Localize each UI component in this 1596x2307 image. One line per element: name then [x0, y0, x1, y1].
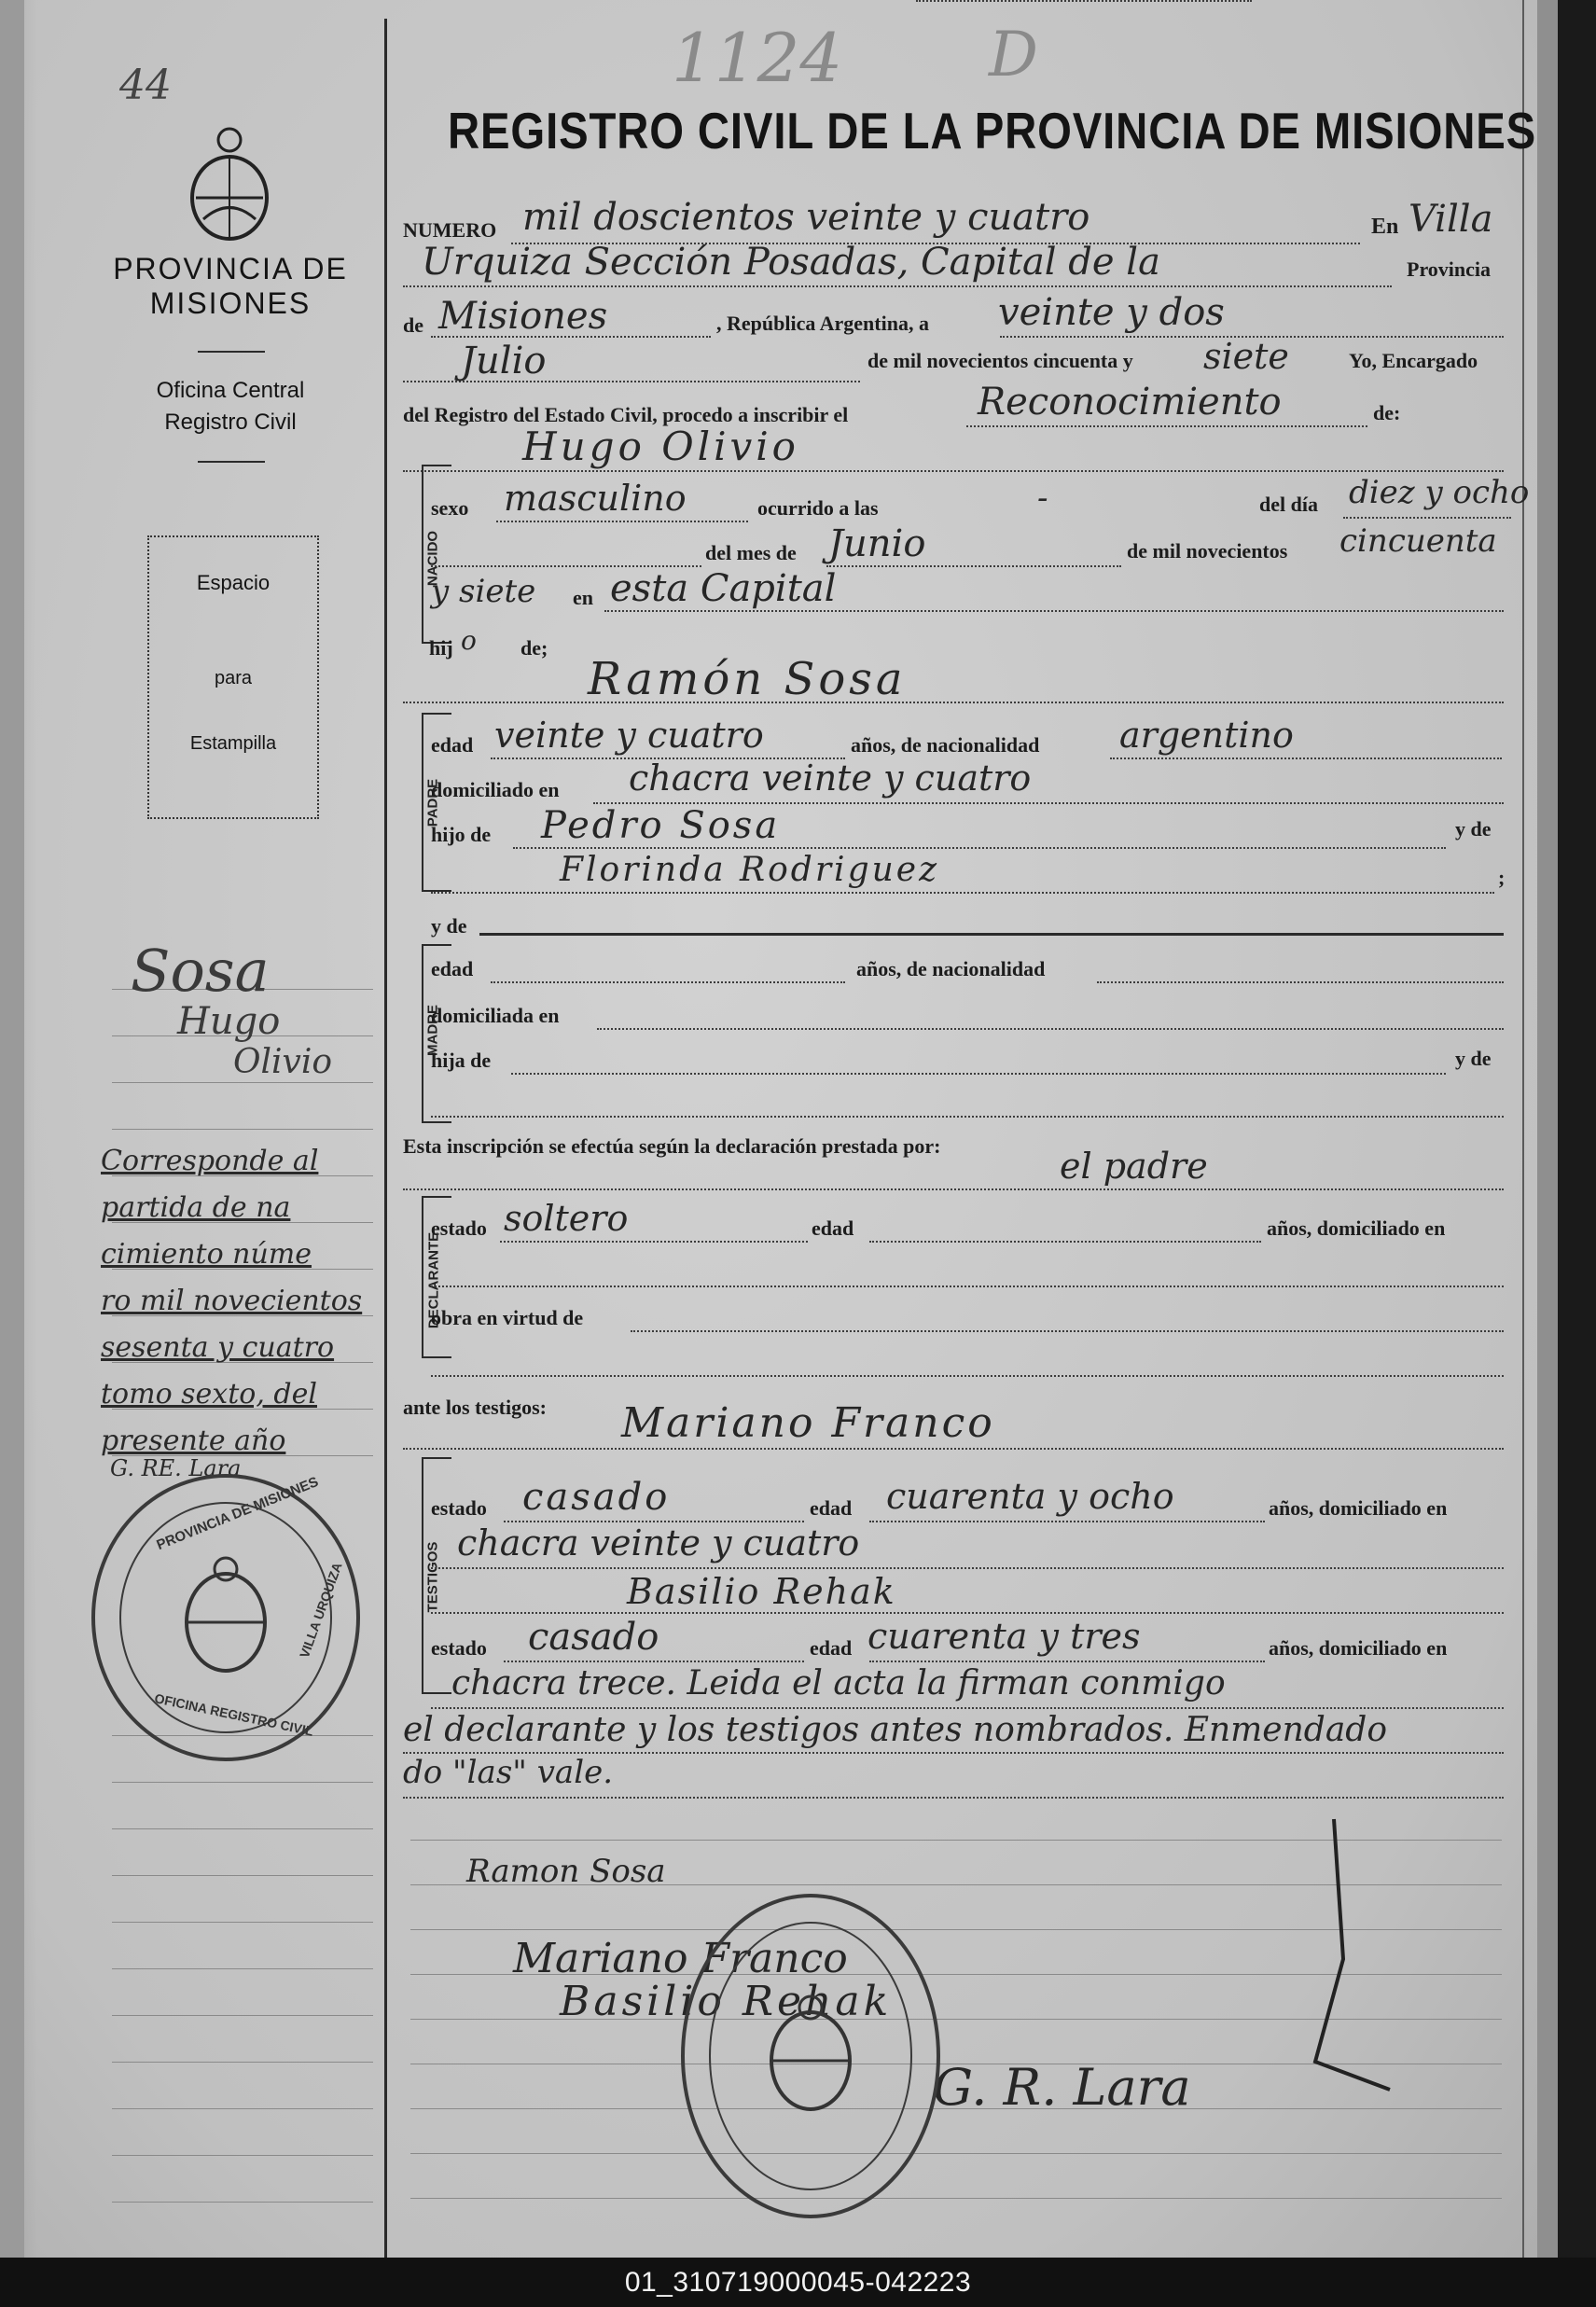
- signature-officer: G. R. Lara: [933, 2058, 1191, 2117]
- numero-label: NUMERO: [403, 218, 497, 242]
- margin-line: [112, 2062, 373, 2063]
- margin-line: [112, 2015, 373, 2016]
- de-value: Misiones: [438, 295, 608, 338]
- t2-estado-label: estado: [431, 1636, 487, 1660]
- lugar-value: esta Capital: [610, 567, 837, 610]
- de2-label: de:: [1373, 401, 1401, 424]
- mes-label: del mes de: [705, 541, 797, 564]
- coat-of-arms-icon: [183, 121, 276, 243]
- padre-dom-value: chacra veinte y cuatro: [629, 757, 1032, 799]
- fill-line: [1110, 757, 1502, 759]
- madre-section-label: MADRE: [424, 1005, 441, 1056]
- anio-value: siete: [1203, 336, 1289, 377]
- fill-line: [826, 565, 1121, 567]
- office-divider: [198, 461, 265, 463]
- fill-line: [504, 1661, 804, 1662]
- office-line-1: Oficina Central: [156, 378, 305, 403]
- fill-line: [403, 1448, 1504, 1450]
- testigos-section-label: TESTIGOS: [424, 1541, 441, 1613]
- t1-estado-value: casado: [522, 1476, 671, 1519]
- acto-value: Reconocimiento: [978, 381, 1282, 424]
- fill-line: [403, 470, 1504, 472]
- margin-note-line: ro mil novecientos: [101, 1285, 363, 1317]
- testigo-1-nombre: Mariano Franco: [621, 1399, 995, 1447]
- hijo-de-label: de;: [520, 636, 548, 660]
- sexo-label: sexo: [431, 496, 469, 520]
- fill-line: [1097, 981, 1504, 983]
- decl-estado-value: soltero: [504, 1198, 629, 1239]
- nacido-anio2-value: y siete: [431, 573, 536, 610]
- registro-label: del Registro del Estado Civil, procedo a inscribir el: [403, 403, 849, 426]
- t1-edad-value: cuarenta y ocho: [886, 1476, 1174, 1517]
- province-line-2: MISIONES: [149, 286, 312, 320]
- padre-nombre-value: Ramón Sosa: [588, 653, 907, 705]
- madre-yde-label: y de: [431, 914, 467, 938]
- margin-line: [112, 1828, 373, 1829]
- nacido-mes-value: Junio: [828, 522, 926, 565]
- padre-dom-label: domiciliado en: [431, 778, 560, 801]
- fill-line: [966, 425, 1367, 427]
- margin-note-line: Corresponde al: [101, 1145, 319, 1177]
- margin-line: [112, 1129, 373, 1130]
- padre-edad-label: edad: [431, 733, 474, 757]
- hijo-suffix: o: [461, 625, 477, 656]
- decl-estado-label: estado: [431, 1216, 487, 1240]
- margin-line: [112, 2155, 373, 2156]
- fecha-value: veinte y dos: [998, 291, 1225, 334]
- fill-line: [511, 1073, 1446, 1075]
- margin-given-2: Olivio: [233, 1043, 333, 1081]
- margin-line: [112, 1922, 373, 1923]
- seal-text-right: VILLA URQUIZA: [296, 1560, 345, 1661]
- lugar-line-2: Urquiza Sección Posadas, Capital de la: [422, 241, 1160, 284]
- fill-line: [631, 1330, 1504, 1332]
- decl-edad-label: edad: [812, 1216, 854, 1240]
- nacido-section-label: NACIDO: [424, 530, 441, 587]
- signature-flourish-icon: [1250, 1810, 1418, 2108]
- t1-estado-label: estado: [431, 1496, 487, 1520]
- seal-emblem-icon: [174, 1552, 277, 1683]
- testigos-intro: ante los testigos:: [403, 1396, 547, 1419]
- registry-seal-left: [91, 1474, 360, 1761]
- anio-label: de mil novecientos cincuenta y: [867, 349, 1133, 372]
- folio-suffix: D: [989, 19, 1038, 90]
- page-spine-shadow: [0, 0, 24, 2258]
- fill-line: [513, 847, 1446, 849]
- fill-line: [403, 285, 1392, 287]
- province-heading: [95, 252, 366, 321]
- margin-note-line: tomo sexto, del: [101, 1378, 317, 1411]
- madre-top-rule: [479, 933, 1504, 936]
- margin-note-line: partida de na: [101, 1191, 291, 1224]
- fill-line: [597, 1028, 1504, 1030]
- yo-label: Yo, Encargado: [1349, 349, 1478, 372]
- heading-divider: [198, 351, 265, 353]
- hora-value: -: [1037, 479, 1048, 517]
- dia-value: diez y ocho: [1349, 474, 1530, 511]
- dia-label: del día: [1259, 493, 1318, 516]
- provincia-label: Provincia: [1407, 257, 1492, 281]
- numero-value: mil doscientos veinte y cuatro: [522, 196, 1090, 239]
- fill-line: [604, 610, 1504, 612]
- margin-initials: G. RE. Lara: [110, 1455, 242, 1481]
- margin-note: [101, 1138, 362, 1465]
- seal-text-bottom: OFICINA REGISTRO CIVIL: [153, 1690, 315, 1739]
- nacido-anio-value: cincuenta: [1339, 522, 1497, 560]
- signature-father: Ramon Sosa: [466, 1853, 666, 1890]
- signature-line: [410, 2153, 1502, 2154]
- padre-semicolon: ;: [1498, 866, 1506, 889]
- fill-line: [431, 1567, 1504, 1569]
- madre-hija-label: hija de: [431, 1049, 492, 1072]
- madre-dom-label: domiciliada en: [431, 1004, 560, 1027]
- margin-line: [112, 1082, 373, 1083]
- signature-witness-2: Basilio Rehak: [560, 1978, 893, 2025]
- margin-line: [112, 1782, 373, 1783]
- fill-line: [869, 1661, 1265, 1662]
- seal-bottom-emblem-icon: [759, 1991, 862, 2121]
- province-line-1: PROVINCIA DE: [113, 252, 348, 285]
- margin-line: [112, 2202, 373, 2203]
- signature-witness-1: Mariano Franco: [513, 1935, 848, 1982]
- padre-nac-label: años, de nacionalidad: [851, 733, 1040, 757]
- margin-note-line: cimiento núme: [101, 1238, 312, 1271]
- page-title: REGISTRO CIVIL DE LA PROVINCIA DE MISIONES: [448, 102, 1537, 160]
- page-right-edge: [1537, 0, 1558, 2258]
- madre-edad-label: edad: [431, 957, 474, 980]
- fill-line: [491, 981, 845, 983]
- t2-dom-value: chacra trece. Leida el acta la firman conmigo: [451, 1664, 1226, 1702]
- margin-given-1: Hugo: [177, 1000, 281, 1043]
- padre-madre-value: Florinda Rodriguez: [560, 851, 940, 889]
- fill-line: [869, 1241, 1261, 1243]
- sexo-value: masculino: [504, 478, 687, 519]
- fill-line: [403, 1188, 1504, 1190]
- t2-edad-label: edad: [810, 1636, 853, 1660]
- page-border-right: [1522, 0, 1524, 2258]
- republica-label: , República Argentina, a: [716, 312, 929, 335]
- seal-text-top: PROVINCIA DE MISIONES: [154, 1473, 321, 1554]
- fill-line: [431, 892, 1494, 894]
- margin-note-line: sesenta y cuatro: [101, 1331, 335, 1364]
- padre-edad-value: veinte y cuatro: [494, 715, 764, 756]
- padre-hijo-de-label: hijo de: [431, 823, 492, 846]
- stamp-box-line-1: Espacio: [196, 571, 271, 594]
- fill-line: [403, 702, 1504, 703]
- nacido-anio-label: de mil novecientos: [1127, 539, 1288, 563]
- nacido-en-label: en: [573, 586, 593, 609]
- fill-line: [431, 1707, 1504, 1709]
- stamp-box-line-2: para: [214, 668, 253, 688]
- declaracion-intro: Esta inscripción se efectúa según la declaración prestada por:: [403, 1134, 941, 1158]
- ocurrido-label: ocurrido a las: [757, 496, 879, 520]
- closing-line-1: el declarante y los testigos antes nombrados. Enmendado: [403, 1711, 1388, 1749]
- padre-yde-label: y de: [1455, 817, 1492, 841]
- decl-obra-label: obra en virtud de: [431, 1306, 584, 1329]
- margin-surname: Sosa: [131, 937, 270, 1005]
- t1-edad-label: edad: [810, 1496, 853, 1520]
- margin-line: [112, 1875, 373, 1876]
- fill-line: [431, 1375, 1504, 1377]
- nombre-value: Hugo Olivio: [522, 424, 799, 469]
- stamp-box-line-3: Estampilla: [189, 733, 277, 754]
- fill-line: [496, 521, 748, 522]
- page-number: 44: [119, 62, 172, 109]
- padre-section-label: PADRE: [424, 778, 441, 827]
- en-label: En: [1371, 215, 1399, 239]
- madre-yde2-label: y de: [1455, 1047, 1492, 1070]
- t1-anios-label: años, domiciliado en: [1269, 1496, 1448, 1520]
- signature-line: [410, 2198, 1502, 2199]
- decl-anios-label: años, domiciliado en: [1267, 1216, 1446, 1240]
- fill-line: [431, 1116, 1504, 1118]
- fill-line: [431, 1286, 1504, 1287]
- stamp-space-box: [147, 535, 319, 819]
- t2-estado-value: casado: [528, 1616, 659, 1659]
- t2-anios-label: años, domiciliado en: [1269, 1636, 1448, 1660]
- fill-line: [869, 1521, 1265, 1522]
- registry-seal-bottom: [681, 1894, 940, 2218]
- left-column-divider: [384, 19, 387, 2258]
- fill-line: [500, 1241, 808, 1243]
- t2-edad-value: cuarenta y tres: [867, 1616, 1141, 1657]
- mes-value: Julio: [461, 340, 547, 382]
- declarante-section-label: DECLARANTE: [425, 1231, 442, 1329]
- margin-line: [112, 1968, 373, 1969]
- folio-mark: 1124: [672, 19, 843, 97]
- en-value: Villa: [1409, 198, 1493, 241]
- testigo-2-nombre: Basilio Rehak: [627, 1571, 896, 1612]
- t1-dom-value: chacra veinte y cuatro: [457, 1522, 860, 1563]
- fill-line: [916, 0, 1252, 2]
- declarante-value: el padre: [1060, 1146, 1208, 1187]
- fill-line: [431, 1612, 1504, 1614]
- fill-line: [1343, 517, 1511, 519]
- office-line-2: Registro Civil: [164, 410, 297, 435]
- office-heading: [95, 375, 366, 438]
- margin-line: [112, 2108, 373, 2109]
- padre-padre-value: Pedro Sosa: [541, 804, 781, 847]
- margin-note-line: presente año: [101, 1425, 286, 1457]
- de-label: de: [403, 313, 423, 337]
- fill-line: [403, 1797, 1504, 1799]
- closing-line-2: do "las" vale.: [403, 1754, 614, 1791]
- hijo-label: hij: [429, 636, 453, 660]
- padre-nac-value: argentino: [1119, 715, 1294, 756]
- madre-nac-label: años, de nacionalidad: [856, 957, 1046, 980]
- image-id-footer: 01_310719000045-042223: [0, 2258, 1596, 2307]
